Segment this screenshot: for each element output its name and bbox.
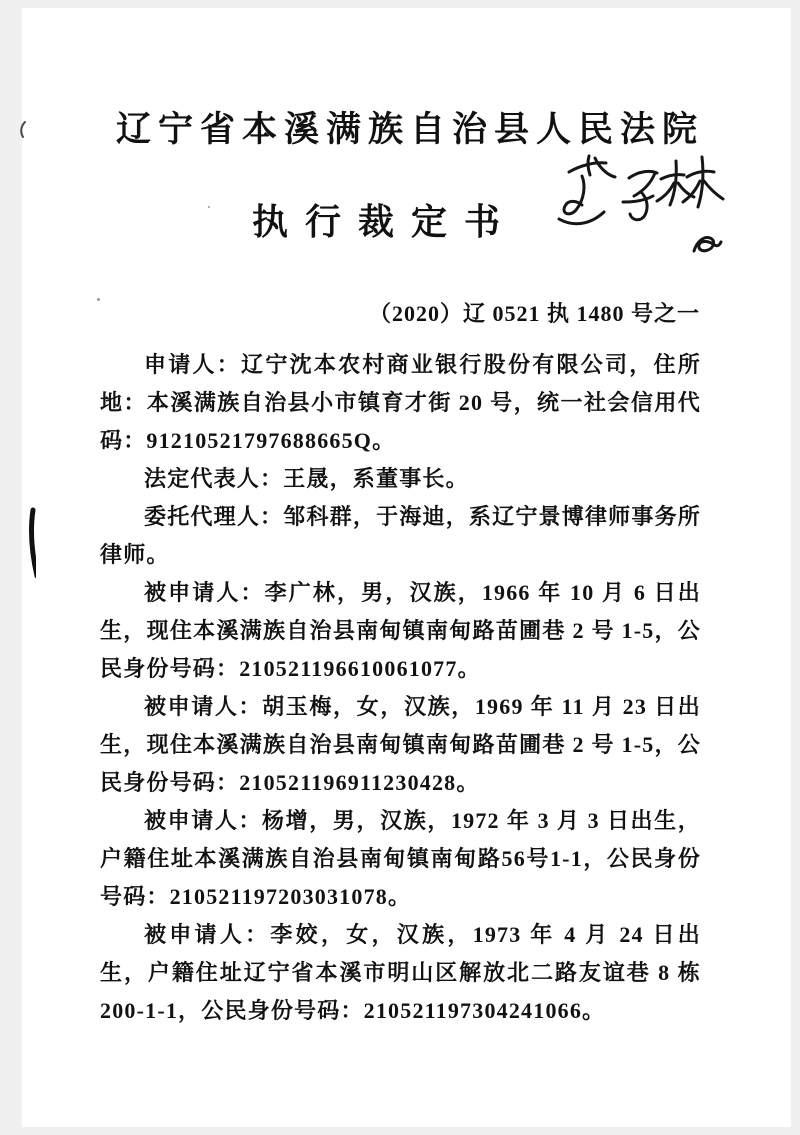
paragraph-respondent-2: 被申请人：胡玉梅，女，汉族，1969 年 11 月 23 日出生，现住本溪满族自治县南甸镇南甸路苗圃巷 2 号 1-5，公民身份号码：210521196911230428。 (100, 694, 701, 795)
court-title: 辽宁省本溪满族自治县人民法院 (115, 110, 704, 149)
paragraph-legal-representative: 法定代表人：王晟，系董事长。 (144, 466, 469, 491)
pen-stroke-artifact (10, 504, 36, 582)
signature-text (22, 8, 23, 9)
scan-speck (97, 298, 100, 301)
handwritten-signature (545, 148, 735, 268)
case-number: （2020）辽 0521 执 1480 号之一 (368, 301, 700, 326)
paragraph-respondent-1: 被申请人：李广林，男，汉族，1966 年 10 月 6 日出生，现住本溪满族自治县南甸镇南甸路苗圃巷 2 号 1-5，公民身份号码：210521196610061077。 (100, 580, 701, 681)
document-type-title: 执行裁定书 (251, 202, 517, 242)
document-body (100, 346, 701, 1030)
paragraph-respondent-3: 被申请人：杨增，男，汉族，1972 年 3 月 3 日出生，户籍住址本溪满族自治县南甸镇南甸路56号1-1，公民身份号码：210521197203031078。 (100, 808, 701, 909)
paragraph-applicant: 申请人：辽宁沈本农村商业银行股份有限公司，住所地：本溪满族自治县小市镇育才街 20 号，统一社会信用代码：91210521797688665Q。 (100, 352, 701, 453)
document-page (22, 8, 791, 1127)
paragraph-entrusted-agents: 委托代理人：邹科群，于海迪，系辽宁景博律师事务所律师。 (100, 504, 701, 567)
scan-speck (208, 206, 210, 208)
paragraph-respondent-4: 被申请人：李姣，女，汉族，1973 年 4 月 24 日出生，户籍住址辽宁省本溪市明山区解放北二路友谊巷 8 栋 200-1-1，公民身份号码：210521197304241066。 (100, 922, 701, 1023)
